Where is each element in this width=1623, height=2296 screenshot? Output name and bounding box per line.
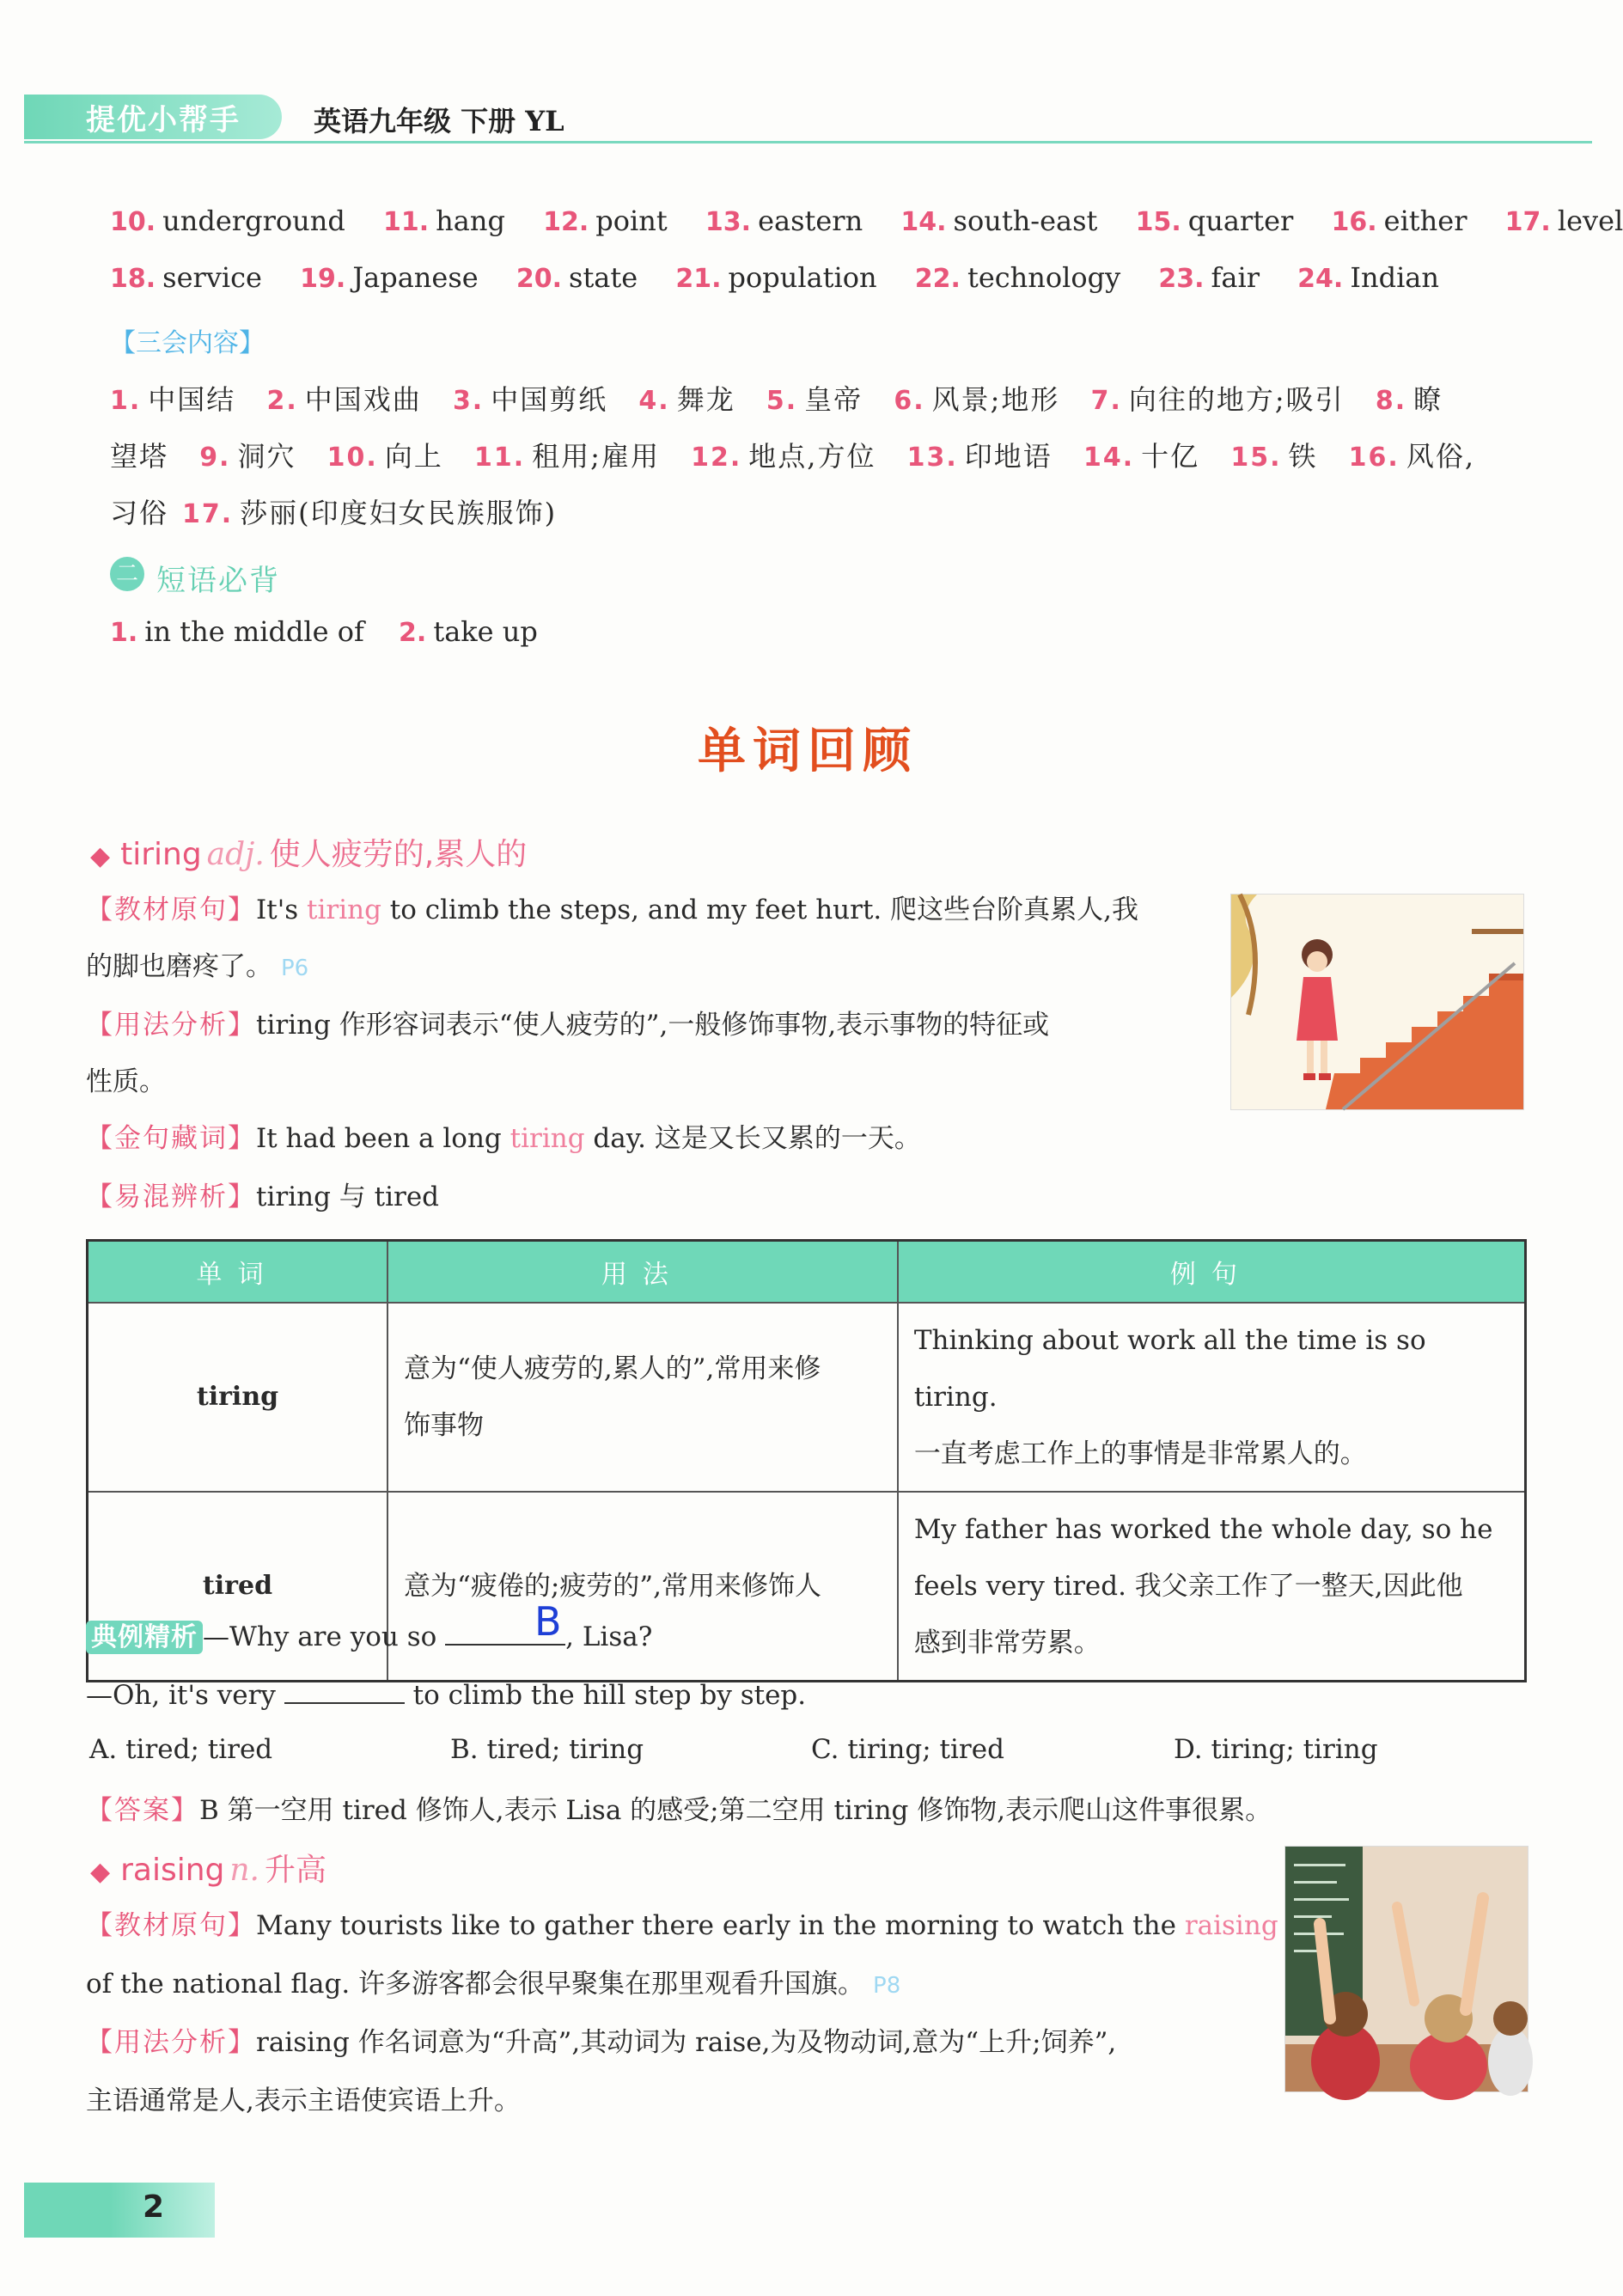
header-brand: 提优小帮手 (86, 103, 241, 137)
cn-answer-item: 12. 地点,方位 (691, 440, 876, 473)
table-row (88, 1303, 1526, 1492)
answer-item: 12. point (543, 205, 668, 237)
usage-tiring-line2: 性质。 (86, 1066, 166, 1097)
cn-answer-row-1 (110, 378, 1443, 418)
cn-answer-item: 6. 风景;地形 (894, 383, 1060, 416)
answer-item: 18. service (110, 261, 262, 294)
cn-answer-item: 2. 中国戏曲 (266, 383, 422, 416)
header-title: 英语九年级 下册 YL (314, 105, 564, 137)
cn-answer-item: 16. 风俗, (1348, 440, 1476, 473)
table-header: 例句 (898, 1241, 1526, 1304)
table-cell-example: My father has worked the whole day, so he feels very tired. 我父亲工作了一整天,因此他 感到非常劳累。 (898, 1492, 1526, 1682)
cn-answer-continuation: 望塔 (110, 440, 169, 473)
page-number: 2 (143, 2189, 165, 2225)
cn-answer-item: 10. 向上 (326, 440, 443, 473)
answer-item: 13. eastern (705, 205, 863, 237)
option-a: A. tired; tired (89, 1734, 273, 1765)
section-title: 单词回顾 (698, 723, 918, 779)
cn-answer-item: 7. 向往的地方;吸引 (1090, 383, 1345, 416)
answer-item: 22. technology (914, 261, 1121, 294)
answer-item: 10. underground (110, 205, 345, 237)
example-question-line2: —Oh, it's very to climb the hill step by step. (86, 1667, 806, 1724)
answer-item: 21. population (675, 261, 877, 294)
cn-answer-item: 4. 舞龙 (638, 383, 735, 416)
header-divider (24, 141, 1592, 144)
cn-answer-item: 15. 铁 (1230, 440, 1318, 473)
cn-answer-item: 13. 印地语 (906, 440, 1053, 473)
sanhui-heading: 【三会内容】 (110, 328, 265, 358)
diamond-bullet-icon: ◆ (90, 1857, 111, 1887)
example-tag: 典例精析 (86, 1621, 203, 1654)
gold-sentence-tiring: 【金句藏词】It had been a long tiring day. 这是又长又累的一天。 (86, 1123, 921, 1154)
answer-explanation: 【答案】B 第一空用 tired 修饰人,表示 Lisa 的感受;第二空用 tiring 修饰物,表示爬山这件事很累。 (86, 1795, 1272, 1826)
answer-blank (284, 1676, 405, 1704)
table-cell-example: Thinking about work all the time is so tiring. 一直考虑工作上的事情是非常累人的。 (898, 1303, 1526, 1492)
cn-answer-item: 11. 租用;雇用 (474, 440, 660, 473)
cn-answer-item: 5. 皇帝 (766, 383, 863, 416)
option-d: D. tiring; tiring (1174, 1734, 1378, 1765)
answer-item: 15. quarter (1135, 205, 1294, 237)
handwritten-answer: B (534, 1598, 562, 1645)
word-heading-raising: ◆ raising n. 升高 (90, 1853, 327, 1888)
cn-answer-item: 3. 中国剪纸 (452, 383, 608, 416)
phrase-heading: 短语必背 (156, 564, 280, 598)
cn-answer-item: 9. 洞穴 (199, 440, 296, 473)
answer-item: 23. fair (1158, 261, 1260, 294)
cn-answer-item: 1. 中国结 (110, 383, 236, 416)
table-cell-usage: 意为“疲倦的;疲劳的”,常用来修饰人 (387, 1492, 898, 1682)
cn-answer-item: 8. 瞭 (1375, 383, 1443, 416)
answer-item: 24. Indian (1297, 261, 1439, 294)
table-header-row (88, 1241, 1526, 1304)
classroom-raising-hands-photo (1284, 1846, 1528, 2092)
option-b: B. tired; tiring (450, 1734, 644, 1765)
option-c: C. tiring; tired (811, 1734, 1004, 1765)
answer-item: 11. hang (383, 205, 505, 237)
usage-raising: 【用法分析】raising 作名词意为“升高”,其动词为 raise,为及物动词,意为“上升;饲养”, (86, 2027, 1117, 2058)
answer-item: 16. either (1331, 205, 1467, 237)
cn-answer-item: 14. 十亿 (1083, 440, 1200, 473)
answer-item: 17. level (1504, 205, 1623, 237)
cn-answer-row-2 (110, 435, 1475, 474)
table-header: 用法 (387, 1241, 898, 1304)
table-cell-usage: 意为“使人疲劳的,累人的”,常用来修 饰事物 (387, 1303, 898, 1492)
answer-item: 19. Japanese (300, 261, 479, 294)
orig-sentence-raising-line2: of the national flag. 许多游客都会很早聚集在那里观看升国旗。 P8 (86, 1969, 901, 2000)
table-header: 单词 (88, 1241, 387, 1304)
answer-item: 20. state (516, 261, 638, 294)
answer-item: 14. south-east (900, 205, 1098, 237)
diamond-bullet-icon: ◆ (90, 841, 111, 871)
section-number-icon: 二 (110, 557, 144, 591)
example-question-line1: 典例精析 —Why are you so , Lisa? (86, 1609, 652, 1666)
page-reference: P8 (873, 1973, 901, 1999)
orig-sentence-tiring-line2: 的脚也磨疼了。 P6 (86, 951, 309, 982)
answer-row-1 (110, 205, 1623, 237)
orig-sentence-tiring: 【教材原句】It's tiring to climb the steps, and my feet hurt. 爬这些台阶真累人,我 (86, 895, 1138, 925)
phrase-item: 1. in the middle of (110, 615, 364, 648)
confuse-tiring: 【易混辨析】tiring 与 tired (86, 1182, 440, 1212)
orig-sentence-raising: 【教材原句】Many tourists like to gather there early in the morning to watch the raising (86, 1910, 1278, 1941)
word-heading-tiring: ◆ tiring adj. 使人疲劳的,累人的 (90, 837, 528, 872)
usage-raising-line2: 主语通常是人,表示主语使宾语上升。 (86, 2085, 521, 2116)
phrase-row (110, 615, 538, 648)
table-cell-word: tired (88, 1492, 387, 1682)
usage-tiring: 【用法分析】tiring 作形容词表示“使人疲劳的”,一般修饰事物,表示事物的特征或 (86, 1010, 1050, 1041)
phrase-item: 2. take up (399, 615, 538, 648)
cn-answer-row-3: 习俗 17. 莎丽(印度妇女民族服饰) (110, 497, 558, 529)
footer-band (24, 2183, 215, 2238)
answer-row-2 (110, 261, 1468, 294)
girl-climbing-stairs-illustration (1230, 894, 1524, 1110)
table-cell-word: tiring (88, 1303, 387, 1492)
page-reference: P6 (281, 956, 309, 981)
